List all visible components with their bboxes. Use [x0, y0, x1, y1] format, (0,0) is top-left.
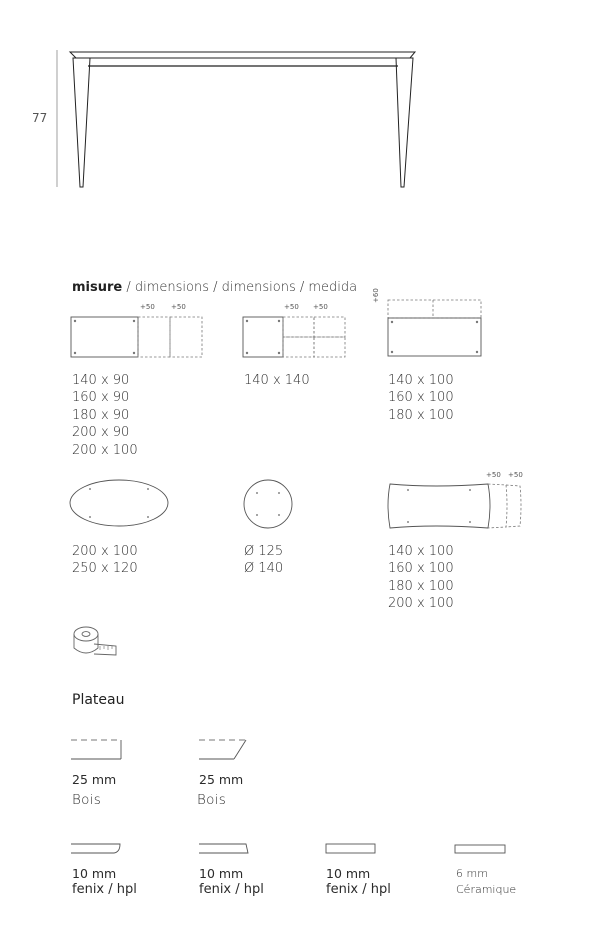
- organic-extendable-shape: [384, 480, 526, 532]
- size-item: 160 x 100: [388, 390, 454, 406]
- extension-label: +50: [486, 471, 501, 479]
- profile-fenix-straight: [325, 842, 381, 856]
- height-label: 77: [32, 111, 48, 125]
- oval-sizes: [72, 543, 138, 578]
- extension-label-side: +60: [372, 288, 380, 303]
- plateau-material: Bois: [72, 792, 102, 808]
- plateau-material: fenix / hpl: [326, 882, 391, 897]
- plateau-material: fenix / hpl: [72, 882, 137, 897]
- size-item: 140 x 90: [72, 373, 130, 388]
- extension-label: +50: [313, 303, 328, 311]
- tape-measure-icon: [70, 624, 120, 660]
- table-leg-right: [396, 58, 413, 187]
- round-sizes: [244, 543, 283, 578]
- plateau-material: Bois: [197, 792, 227, 808]
- size-item: 250 x 120: [72, 561, 138, 577]
- round-shape: [242, 478, 296, 532]
- dimensions-title-rest: / dimensions / dimensions / medida: [122, 280, 358, 295]
- size-item: Ø 140: [244, 561, 284, 577]
- plateau-thickness: 6 mm: [456, 867, 488, 880]
- table-leg-left: [73, 58, 90, 187]
- square-extendable-shape: [242, 314, 350, 360]
- size-item: 140 x 140: [244, 373, 310, 388]
- rect-side-ext-shape: [386, 298, 486, 360]
- dimensions-title-bold: misure: [72, 280, 123, 295]
- size-item: Ø 125: [244, 544, 284, 559]
- size-item: 160 x 100: [388, 561, 454, 577]
- size-item: 200 x 100: [72, 544, 138, 559]
- profile-bois-straight: [70, 738, 126, 762]
- rect-extendable-sizes: [72, 372, 138, 459]
- organic-sizes: [388, 543, 454, 613]
- size-item: 160 x 90: [72, 390, 130, 406]
- extension-label: +50: [508, 471, 523, 479]
- dimensions-title: [72, 280, 357, 295]
- plateau-thickness: 10 mm: [326, 866, 371, 881]
- extension-label: +50: [140, 303, 155, 311]
- rect-extendable-shape: [70, 314, 205, 360]
- profile-fenix-bevel: [198, 842, 254, 856]
- extension-label: +50: [171, 303, 186, 311]
- size-item: 200 x 90: [72, 425, 130, 441]
- size-item: 180 x 100: [388, 407, 454, 423]
- size-item: 200 x 100: [72, 442, 138, 458]
- plateau-thickness: 10 mm: [199, 866, 244, 881]
- size-item: 140 x 100: [388, 544, 454, 559]
- size-item: 180 x 100: [388, 578, 454, 594]
- profile-ceramique: [454, 842, 510, 856]
- plateau-material: fenix / hpl: [199, 882, 264, 897]
- profile-fenix-rounded: [70, 842, 126, 856]
- plateau-thickness: 25 mm: [72, 772, 117, 787]
- size-item: 200 x 100: [388, 596, 454, 612]
- square-sizes: [244, 372, 310, 389]
- extension-label: +50: [284, 303, 299, 311]
- table-top: [70, 52, 415, 58]
- plateau-title: Plateau: [72, 692, 125, 708]
- size-item: 140 x 100: [388, 373, 454, 388]
- oval-shape: [68, 478, 172, 530]
- plateau-thickness: 10 mm: [72, 866, 117, 881]
- plateau-thickness: 25 mm: [199, 772, 244, 787]
- plateau-material: Céramique: [456, 883, 517, 896]
- table-elevation-drawing: [0, 0, 600, 200]
- profile-bois-bevel: [198, 738, 254, 762]
- rect-side-ext-sizes: [388, 372, 454, 424]
- size-item: 180 x 90: [72, 407, 130, 423]
